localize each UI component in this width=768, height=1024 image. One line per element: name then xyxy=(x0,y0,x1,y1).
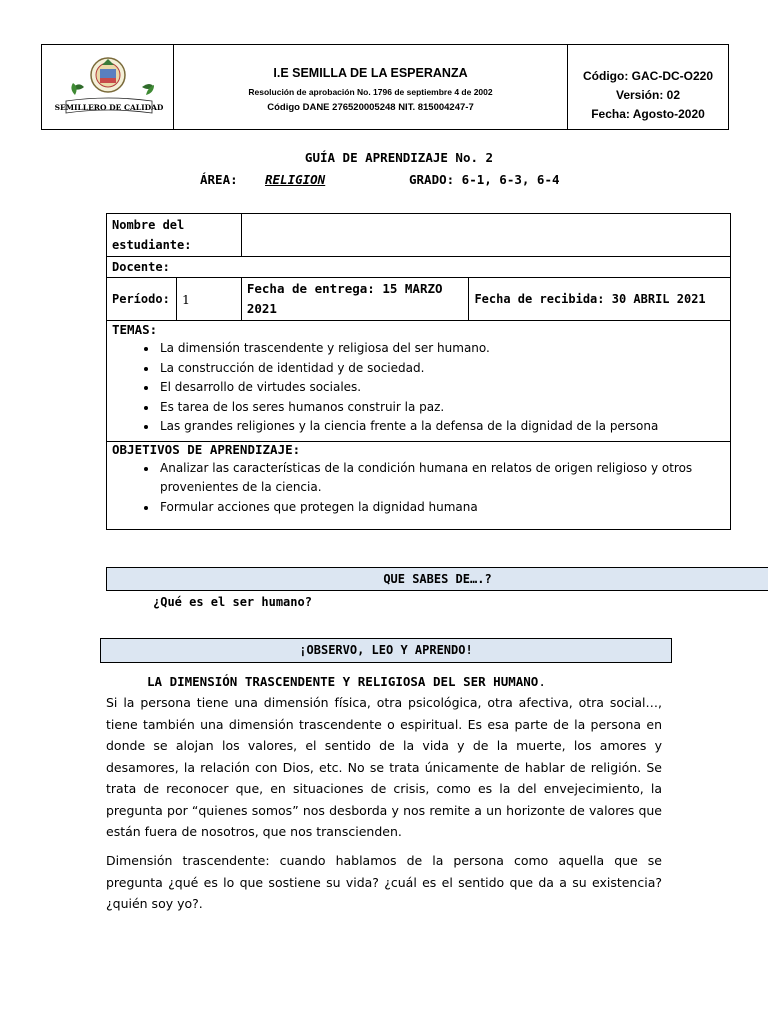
dane-code: Código DANE 276520005248 NIT. 815004247-7 xyxy=(267,102,474,113)
school-name: I.E SEMILLA DE LA ESPERANZA xyxy=(273,66,468,80)
guide-title: GUÍA DE APRENDIZAJE No. 2 xyxy=(304,150,494,165)
reading-title xyxy=(147,674,546,689)
que-sabes-heading: QUE SABES DE….? xyxy=(106,567,768,591)
reading-title-period: . xyxy=(538,674,546,689)
grade-text: GRADO: 6-1, 6-3, 6-4 xyxy=(409,172,560,187)
reading-paragraph-1: Si la persona tiene una dimensión física, otra psicológica, otra afectiva, otra social…, tiene también una dimensión trascendente o espiritual. Es esa parte de la persona en donde se alojan los valores, el sentido de la vida y de la muerte, los amores y desamores, la relación con Dios, etc. No se trata únicamente de hablar de religión. Se trata de reconocer que, en situaciones de crisis, como es la del envejecimiento, la pregunta por “quienes somos” nos desborda y nos remite a un horizonte de valores que están fuera de nosotros, que nos transcienden. xyxy=(106,695,662,839)
school-logo xyxy=(42,45,174,129)
topics-cell xyxy=(107,321,731,442)
reading-paragraph-2: Dimensión trascendente: cuando hablamos de la persona como aquella que se pregunta ¿qué es lo que sostiene su vida? ¿cuál es el sentido que da a su existencia? ¿quién soy yo?. xyxy=(106,853,662,911)
resolution-text: Resolución de aprobación No. 1796 de septiembre 4 de 2002 xyxy=(248,87,493,97)
question-text: ¿Qué es el ser humano? xyxy=(153,595,312,609)
area-label: ÁREA: xyxy=(200,172,238,187)
document-date: Fecha: Agosto-2020 xyxy=(591,107,705,121)
period-value: 1 xyxy=(176,278,241,321)
list-item: • Analizar las características de la condición humana en relatos de origen religioso y otros provenientes de la ciencia. xyxy=(158,459,725,498)
school-info xyxy=(174,45,568,129)
objectives-cell xyxy=(107,441,731,530)
student-name-label: Nombre del estudiante: xyxy=(107,214,242,257)
list-item: • Formular acciones que protegen la dignidad humana xyxy=(158,498,725,518)
topics-label: TEMAS: xyxy=(112,322,158,337)
student-name-field[interactable] xyxy=(241,214,730,257)
document-meta xyxy=(568,45,728,129)
list-item: • El desarrollo de virtudes sociales. xyxy=(158,378,725,398)
area-value: RELIGION xyxy=(265,172,326,187)
list-item: • La dimensión trascendente y religiosa del ser humano. xyxy=(158,339,725,359)
student-info-table xyxy=(106,213,731,530)
list-item: • Es tarea de los seres humanos construir la paz. xyxy=(158,398,725,418)
objectives-label: OBJETIVOS DE APRENDIZAJE: xyxy=(112,441,301,457)
received-date: Fecha de recibida: 30 ABRIL 2021 xyxy=(469,278,731,321)
teacher-label: Docente: xyxy=(107,257,731,278)
document-header xyxy=(41,44,729,130)
document-code: Código: GAC-DC-O220 xyxy=(583,69,713,83)
topics-list xyxy=(112,339,725,437)
list-item: • La construcción de identidad y de sociedad. xyxy=(158,359,725,379)
reading-title-text: LA DIMENSIÓN TRASCENDENTE Y RELIGIOSA DEL SER HUMANO xyxy=(147,674,539,689)
observo-heading: ¡OBSERVO, LEO Y APRENDO! xyxy=(100,638,672,663)
period-label: Período: xyxy=(107,278,177,321)
objectives-list xyxy=(112,459,725,518)
school-seal-icon xyxy=(42,45,173,129)
svg-text:SEMILLERO DE CALIDAD: SEMILLERO DE CALIDAD xyxy=(54,103,164,112)
delivery-date: Fecha de entrega: 15 MARZO 2021 xyxy=(241,278,469,321)
document-version: Versión: 02 xyxy=(615,88,681,102)
list-item: • Las grandes religiones y la ciencia frente a la defensa de la dignidad de la persona xyxy=(158,417,725,437)
